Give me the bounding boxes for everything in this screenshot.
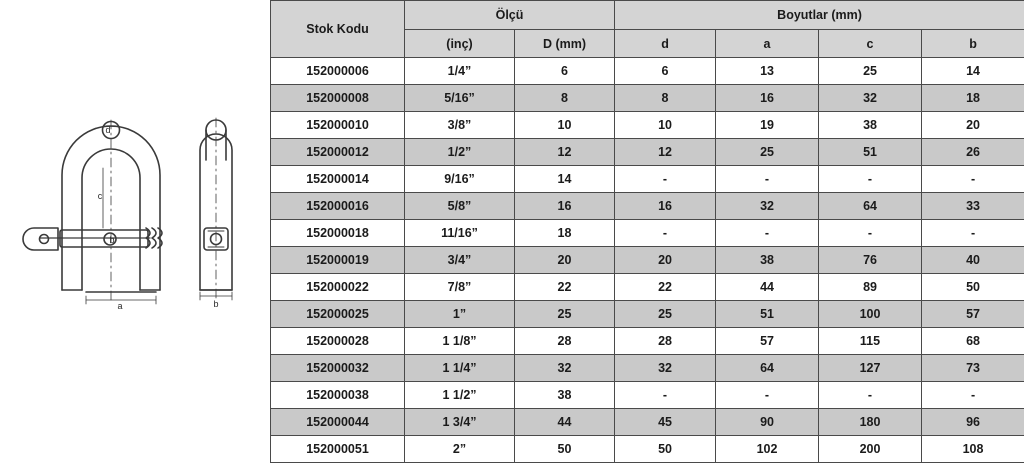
cell-Stok Kodu: 152000044 — [271, 409, 405, 436]
cell-D (mm): 44 — [515, 409, 615, 436]
cell-a: - — [716, 220, 819, 247]
cell-c: 89 — [819, 274, 922, 301]
table-row — [271, 382, 1024, 409]
cell-c: 32 — [819, 85, 922, 112]
table-row — [271, 58, 1024, 85]
cell-c: 115 — [819, 328, 922, 355]
cell-b: 108 — [922, 436, 1024, 463]
cell-a: 64 — [716, 355, 819, 382]
cell-(inç): 3/4” — [405, 247, 515, 274]
cell-a: 19 — [716, 112, 819, 139]
cell-a: - — [716, 382, 819, 409]
cell-a: 25 — [716, 139, 819, 166]
header-stok-kodu: Stok Kodu — [271, 1, 405, 58]
table-row — [271, 166, 1024, 193]
cell-Stok Kodu: 152000051 — [271, 436, 405, 463]
cell-b: 26 — [922, 139, 1024, 166]
cell-D (mm): 50 — [515, 436, 615, 463]
cell-(inç): 11/16” — [405, 220, 515, 247]
cell-c: - — [819, 220, 922, 247]
cell-d: 45 — [615, 409, 716, 436]
cell-Stok Kodu: 152000010 — [271, 112, 405, 139]
cell-(inç): 1 1/8” — [405, 328, 515, 355]
header-b: b — [922, 30, 1024, 58]
shackle-drawing — [0, 0, 270, 453]
cell-(inç): 1/4” — [405, 58, 515, 85]
header-group-boyutlar: Boyutlar (mm) — [615, 1, 1024, 30]
cell-d: 25 — [615, 301, 716, 328]
table-row — [271, 409, 1024, 436]
cell-a: 44 — [716, 274, 819, 301]
label-b-side: b — [213, 299, 218, 309]
cell-c: - — [819, 166, 922, 193]
cell-Stok Kodu: 152000032 — [271, 355, 405, 382]
table-row — [271, 193, 1024, 220]
cell-d: 32 — [615, 355, 716, 382]
cell-c: 51 — [819, 139, 922, 166]
cell-a: 57 — [716, 328, 819, 355]
table-row — [271, 274, 1024, 301]
cell-D (mm): 38 — [515, 382, 615, 409]
header-group-olcu: Ölçü — [405, 1, 615, 30]
cell-D (mm): 28 — [515, 328, 615, 355]
cell-(inç): 1 1/2” — [405, 382, 515, 409]
cell-c: 127 — [819, 355, 922, 382]
cell-Stok Kodu: 152000018 — [271, 220, 405, 247]
cell-b: 68 — [922, 328, 1024, 355]
cell-a: 13 — [716, 58, 819, 85]
cell-Stok Kodu: 152000006 — [271, 58, 405, 85]
cell-D (mm): 22 — [515, 274, 615, 301]
cell-D (mm): 14 — [515, 166, 615, 193]
label-b-front: b — [109, 235, 114, 245]
cell-d: 20 — [615, 247, 716, 274]
table-row — [271, 301, 1024, 328]
label-d: d — [105, 125, 110, 135]
spec-table-wrap — [270, 0, 1024, 453]
cell-b: - — [922, 382, 1024, 409]
cell-(inç): 1” — [405, 301, 515, 328]
cell-Stok Kodu: 152000016 — [271, 193, 405, 220]
table-row — [271, 112, 1024, 139]
cell-d: 22 — [615, 274, 716, 301]
table-row — [271, 139, 1024, 166]
cell-(inç): 1/2” — [405, 139, 515, 166]
table-row — [271, 247, 1024, 274]
table-head — [271, 1, 1024, 58]
cell-d: 8 — [615, 85, 716, 112]
cell-d: 28 — [615, 328, 716, 355]
cell-d: - — [615, 166, 716, 193]
cell-b: 50 — [922, 274, 1024, 301]
cell-Stok Kodu: 152000008 — [271, 85, 405, 112]
table-body — [271, 58, 1024, 463]
cell-b: 20 — [922, 112, 1024, 139]
cell-(inç): 2” — [405, 436, 515, 463]
table-row — [271, 436, 1024, 463]
cell-D (mm): 20 — [515, 247, 615, 274]
cell-(inç): 3/8” — [405, 112, 515, 139]
cell-D (mm): 12 — [515, 139, 615, 166]
cell-a: 102 — [716, 436, 819, 463]
header-inch: (inç) — [405, 30, 515, 58]
cell-a: - — [716, 166, 819, 193]
cell-b: - — [922, 220, 1024, 247]
cell-(inç): 1 1/4” — [405, 355, 515, 382]
cell-Stok Kodu: 152000014 — [271, 166, 405, 193]
table-row — [271, 328, 1024, 355]
cell-d: 50 — [615, 436, 716, 463]
cell-D (mm): 32 — [515, 355, 615, 382]
cell-(inç): 7/8” — [405, 274, 515, 301]
cell-c: 38 — [819, 112, 922, 139]
table-row — [271, 355, 1024, 382]
cell-Stok Kodu: 152000025 — [271, 301, 405, 328]
table-row — [271, 85, 1024, 112]
cell-Stok Kodu: 152000019 — [271, 247, 405, 274]
table-header-row-top — [271, 1, 1024, 30]
cell-D (mm): 8 — [515, 85, 615, 112]
header-c: c — [819, 30, 922, 58]
label-c: c — [98, 191, 103, 201]
cell-a: 16 — [716, 85, 819, 112]
cell-D (mm): 10 — [515, 112, 615, 139]
cell-d: 10 — [615, 112, 716, 139]
cell-(inç): 1 3/4” — [405, 409, 515, 436]
header-D-mm: D (mm) — [515, 30, 615, 58]
cell-(inç): 9/16” — [405, 166, 515, 193]
label-a: a — [117, 301, 122, 311]
cell-(inç): 5/8” — [405, 193, 515, 220]
cell-D (mm): 16 — [515, 193, 615, 220]
cell-(inç): 5/16” — [405, 85, 515, 112]
header-d: d — [615, 30, 716, 58]
table-row — [271, 220, 1024, 247]
cell-b: - — [922, 166, 1024, 193]
cell-c: 100 — [819, 301, 922, 328]
cell-Stok Kodu: 152000012 — [271, 139, 405, 166]
cell-b: 73 — [922, 355, 1024, 382]
cell-a: 38 — [716, 247, 819, 274]
cell-b: 57 — [922, 301, 1024, 328]
cell-d: 6 — [615, 58, 716, 85]
cell-D (mm): 25 — [515, 301, 615, 328]
cell-D (mm): 6 — [515, 58, 615, 85]
cell-d: - — [615, 220, 716, 247]
cell-c: - — [819, 382, 922, 409]
cell-a: 90 — [716, 409, 819, 436]
cell-Stok Kodu: 152000028 — [271, 328, 405, 355]
cell-Stok Kodu: 152000022 — [271, 274, 405, 301]
cell-c: 64 — [819, 193, 922, 220]
cell-c: 25 — [819, 58, 922, 85]
header-a: a — [716, 30, 819, 58]
cell-a: 32 — [716, 193, 819, 220]
shackle-drawing-svg — [0, 0, 270, 453]
cell-c: 180 — [819, 409, 922, 436]
spec-table — [270, 0, 1024, 463]
cell-b: 40 — [922, 247, 1024, 274]
cell-d: - — [615, 382, 716, 409]
cell-Stok Kodu: 152000038 — [271, 382, 405, 409]
cell-b: 18 — [922, 85, 1024, 112]
cell-d: 12 — [615, 139, 716, 166]
cell-d: 16 — [615, 193, 716, 220]
cell-b: 14 — [922, 58, 1024, 85]
cell-a: 51 — [716, 301, 819, 328]
cell-c: 76 — [819, 247, 922, 274]
cell-b: 33 — [922, 193, 1024, 220]
cell-b: 96 — [922, 409, 1024, 436]
cell-c: 200 — [819, 436, 922, 463]
cell-D (mm): 18 — [515, 220, 615, 247]
